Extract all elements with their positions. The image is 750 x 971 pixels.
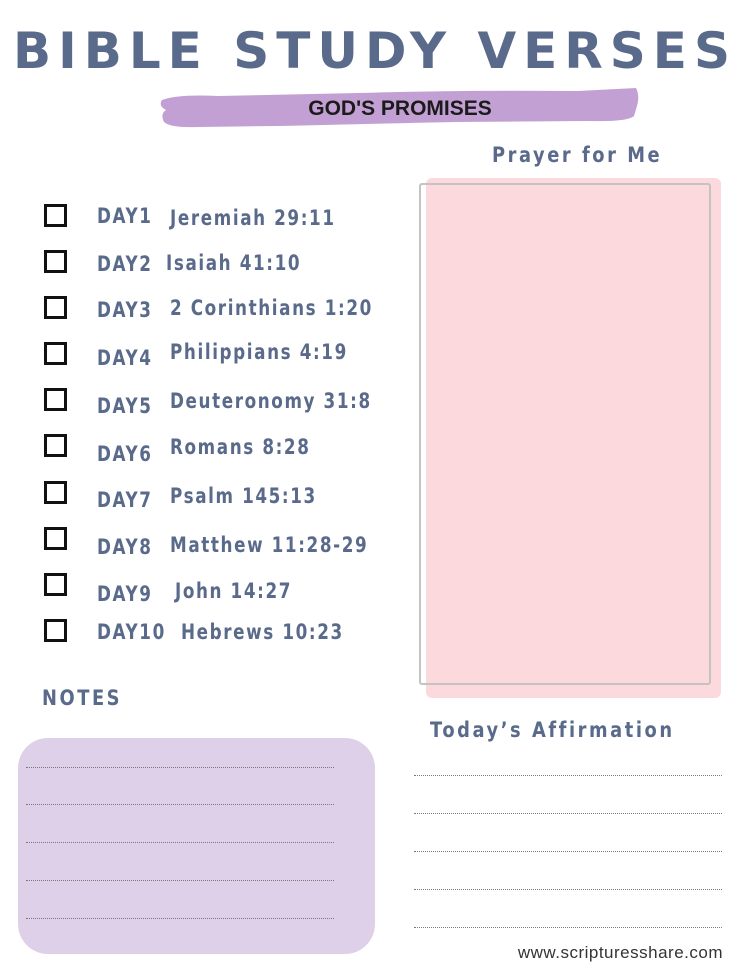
verse-reference: Philippians 4:19 xyxy=(170,340,348,364)
day-row xyxy=(0,342,420,382)
day-label: DAY8 xyxy=(97,535,153,559)
page-title: BIBLE STUDY VERSES xyxy=(13,22,737,80)
affirmation-heading: Today’s Affirmation xyxy=(430,718,675,742)
day-row xyxy=(0,481,420,521)
day-label: DAY1 xyxy=(97,204,153,228)
day-label: DAY9 xyxy=(97,582,153,606)
verse-reference: John 14:27 xyxy=(175,579,293,603)
notes-box[interactable] xyxy=(18,738,375,954)
notes-line xyxy=(26,842,334,843)
day-label: DAY3 xyxy=(97,298,153,322)
day-checkbox[interactable] xyxy=(44,573,67,596)
verse-reference: Jeremiah 29:11 xyxy=(170,206,336,230)
day-label: DAY7 xyxy=(97,488,153,512)
day-checkbox[interactable] xyxy=(44,527,67,550)
notes-line xyxy=(26,918,334,919)
notes-line xyxy=(26,880,334,881)
day-label: DAY2 xyxy=(97,252,153,276)
notes-line xyxy=(26,804,334,805)
verse-reference: Romans 8:28 xyxy=(170,435,311,459)
day-label: DAY10 xyxy=(97,620,166,644)
day-checkbox[interactable] xyxy=(44,388,67,411)
affirmation-line xyxy=(414,927,722,928)
reading-plan-list xyxy=(0,0,420,660)
verse-reference: 2 Corinthians 1:20 xyxy=(170,296,373,320)
verse-reference: Psalm 145:13 xyxy=(170,484,317,508)
day-row xyxy=(0,204,420,244)
day-row xyxy=(0,527,420,567)
subtitle-gods-promises: GOD'S PROMISES xyxy=(308,97,492,120)
day-checkbox[interactable] xyxy=(44,619,67,642)
affirmation-line xyxy=(414,775,722,776)
day-checkbox[interactable] xyxy=(44,342,67,365)
day-row xyxy=(0,250,420,290)
prayer-box-frame xyxy=(419,183,711,685)
day-checkbox[interactable] xyxy=(44,296,67,319)
verse-reference: Hebrews 10:23 xyxy=(181,620,344,644)
day-row xyxy=(0,296,420,336)
day-row xyxy=(0,619,420,659)
affirmation-line xyxy=(414,889,722,890)
verse-reference: Matthew 11:28-29 xyxy=(170,533,369,557)
day-checkbox[interactable] xyxy=(44,250,67,273)
day-row xyxy=(0,388,420,428)
website-url: www.scripturesshare.com xyxy=(517,943,723,962)
day-label: DAY6 xyxy=(97,442,153,466)
prayer-heading: Prayer for Me xyxy=(492,143,663,167)
day-label: DAY5 xyxy=(97,394,153,418)
affirmation-line xyxy=(414,813,722,814)
verse-reference: Isaiah 41:10 xyxy=(166,251,302,275)
day-checkbox[interactable] xyxy=(44,434,67,457)
notes-heading: NOTES xyxy=(42,686,123,710)
day-row xyxy=(0,434,420,474)
day-label: DAY4 xyxy=(97,346,153,370)
notes-line xyxy=(26,767,334,768)
day-checkbox[interactable] xyxy=(44,481,67,504)
verse-reference: Deuteronomy 31:8 xyxy=(170,389,372,413)
day-row xyxy=(0,573,420,613)
day-checkbox[interactable] xyxy=(44,204,67,227)
affirmation-line xyxy=(414,851,722,852)
